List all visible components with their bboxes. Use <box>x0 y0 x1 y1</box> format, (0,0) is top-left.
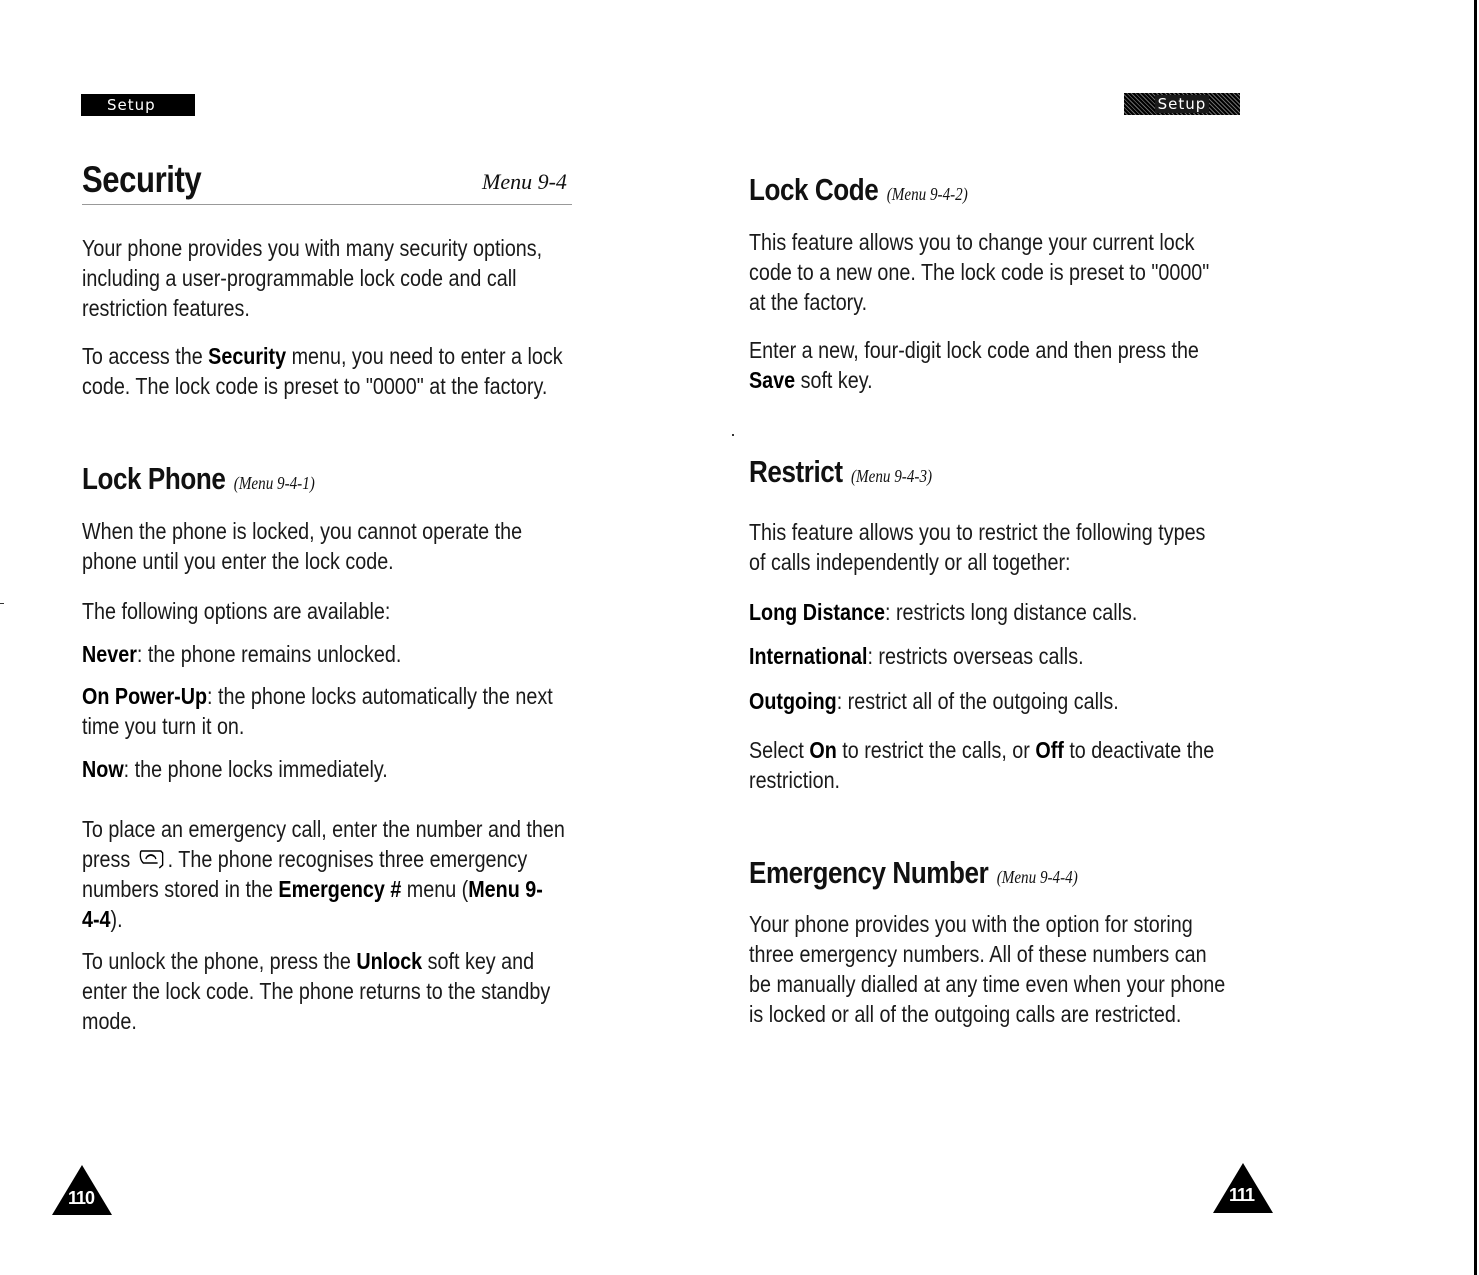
lock-code-description <box>749 227 1209 317</box>
option-now: Now: the phone locks immediately. <box>82 756 388 782</box>
restrict-heading: Restrict (Menu 9-4-3) <box>749 454 933 489</box>
options-intro: The following options are available: <box>82 598 391 624</box>
restrict-select-paragraph: Select On to restrict the calls, or Off to deactivate the restriction. <box>749 737 1215 793</box>
text-line: time you turn it on. <box>82 713 245 739</box>
section-tab-right-label: Setup <box>1155 95 1210 113</box>
section-tab-left: Setup <box>81 94 195 116</box>
text-line: Enter a new, four-digit lock code and then press the <box>749 337 1199 363</box>
lock-code-instructions: Enter a new, four-digit lock code and then press the Save soft key. <box>749 337 1199 393</box>
page-number: 110 <box>68 1188 95 1208</box>
text-line: When the phone is locked, you cannot operate the <box>82 518 523 544</box>
save-bold: Save <box>749 367 796 393</box>
page-title: Security <box>82 159 202 200</box>
security-bold: Security <box>208 343 287 369</box>
text-line: is locked or all of the outgoing calls are restricted. <box>749 1001 1182 1027</box>
text-line: be manually dialled at any time even when your phone <box>749 971 1226 997</box>
access-paragraph: To access the Security menu, you need to enter a lock code. The lock code is preset to "0000" at the factory. <box>82 343 563 399</box>
emergency-number-description <box>749 909 1225 1029</box>
menu-reference: (Menu 9-4-4) <box>996 867 1078 887</box>
section-tab-right <box>1124 93 1240 115</box>
send-key-icon <box>137 847 166 871</box>
unlock-paragraph: To unlock the phone, press the Unlock soft key and enter the lock code. The phone returns to the standby mode. <box>82 948 551 1034</box>
title-rule <box>82 204 572 205</box>
text-line: at the factory. <box>749 289 868 315</box>
lock-phone-description <box>82 516 522 576</box>
emergency-number-heading: Emergency Number (Menu 9-4-4) <box>749 855 1078 890</box>
intro-paragraph <box>82 233 542 323</box>
text-line: enter the lock code. The phone returns to the standby <box>82 978 551 1004</box>
option-on-power-up: On Power-Up: the phone locks automatically the next time you turn it on. <box>82 683 553 739</box>
option-outgoing: Outgoing: restrict all of the outgoing calls. <box>749 688 1119 714</box>
unlock-bold: Unlock <box>356 948 423 974</box>
scan-speck <box>0 603 4 604</box>
option-long-distance: Long Distance: restricts long distance calls. <box>749 599 1138 625</box>
text-line: This feature allows you to change your current lock <box>749 229 1195 255</box>
menu-reference: Menu 9-4 <box>482 169 567 194</box>
page-number: 111 <box>1229 1185 1255 1205</box>
menu-reference: (Menu 9-4-3) <box>851 466 933 486</box>
text-line: restriction. <box>749 767 841 793</box>
text-line: of calls independently or all together: <box>749 549 1071 575</box>
option-never: Never: the phone remains unlocked. <box>82 641 402 667</box>
menu-reference: (Menu 9-4-1) <box>233 473 315 493</box>
text-line: mode. <box>82 1008 137 1034</box>
text-line: Your phone provides you with the option for storing <box>749 911 1193 937</box>
text-line: including a user-programmable lock code and call <box>82 265 517 291</box>
emergency-call-paragraph: To place an emergency call, enter the number and then press . The phone recognises three emergency numbers stored in the Emergency # menu (Menu 9- 4-4). <box>82 816 565 932</box>
text-line: code. The lock code is preset to "0000" at the factory. <box>82 373 548 399</box>
lock-code-heading: Lock Code (Menu 9-4-2) <box>749 172 968 207</box>
menu-reference: (Menu 9-4-2) <box>886 184 968 204</box>
text-line: This feature allows you to restrict the following types <box>749 519 1206 545</box>
text-line: restriction features. <box>82 295 250 321</box>
option-international: International: restricts overseas calls. <box>749 643 1084 669</box>
lock-phone-heading: Lock Phone (Menu 9-4-1) <box>82 461 315 496</box>
text-line: Your phone provides you with many security options, <box>82 235 543 261</box>
text-line: To place an emergency call, enter the number and then <box>82 816 565 842</box>
scan-speck <box>732 434 734 436</box>
text-line: three emergency numbers. All of these numbers can <box>749 941 1207 967</box>
text-line: code to a new one. The lock code is preset to "0000" <box>749 259 1210 285</box>
page-edge <box>1474 0 1477 1275</box>
restrict-description <box>749 517 1205 577</box>
text-line: phone until you enter the lock code. <box>82 548 394 574</box>
